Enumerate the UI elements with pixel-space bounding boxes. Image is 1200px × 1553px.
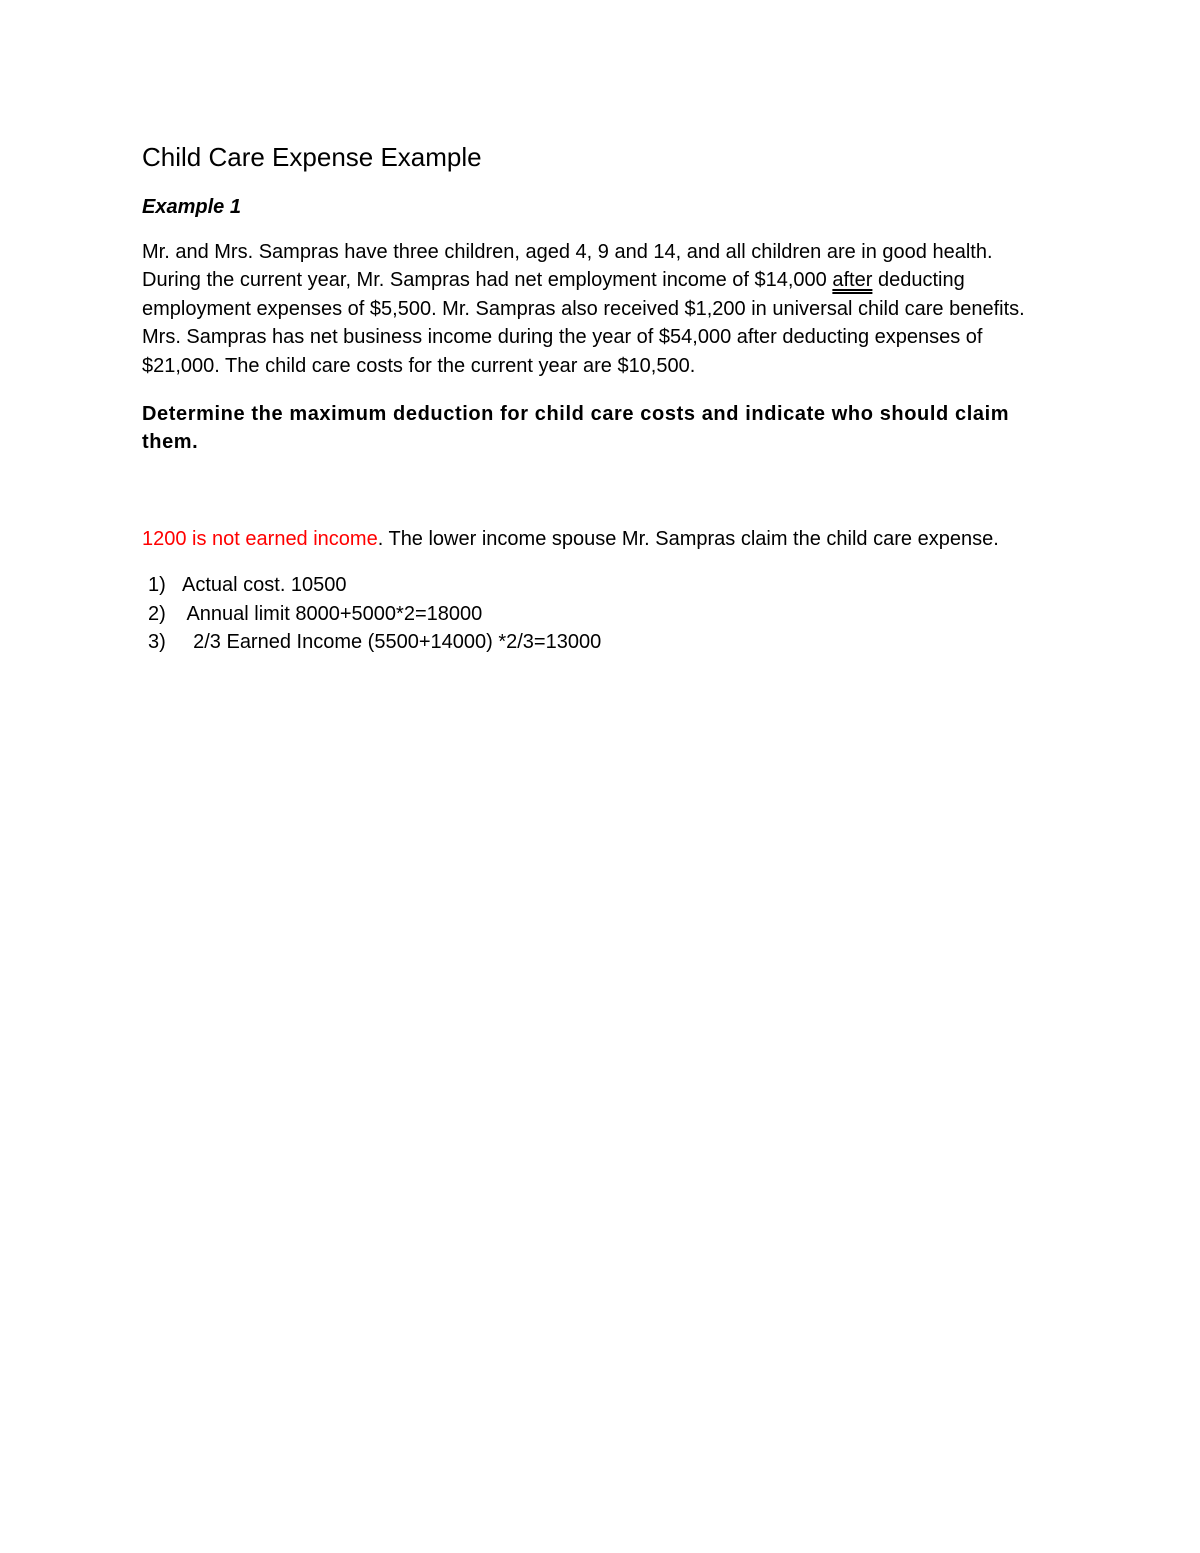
step-text: Actual cost. 10500 (182, 574, 347, 597)
list-item (142, 600, 1042, 628)
step-number: 2) (148, 602, 166, 625)
calculation-steps (142, 571, 1042, 656)
problem-text-part2: deducting employment expenses of $5,500. Mr. Sampras also received $1,200 in universal child care benefits. Mrs. Sampras has net business income during the year of $54,000 after deducting expenses of $21,000. The child care costs for the current year are $10,500. (142, 269, 1025, 377)
answer-highlight: 1200 is not earned income (142, 527, 378, 550)
list-item (142, 571, 1042, 599)
step-text: 2/3 Earned Income (5500+14000) *2/3=13000 (182, 631, 602, 654)
problem-paragraph (142, 238, 1042, 380)
underlined-word: after (832, 269, 873, 292)
example-heading: Example 1 (142, 196, 241, 218)
answer-rest: . The lower income spouse Mr. Sampras claim the child care expense. (377, 527, 999, 550)
document-title: Child Care Expense Example (142, 142, 482, 172)
step-number: 1) (148, 574, 166, 597)
document-content (142, 141, 1042, 656)
step-text: Annual limit 8000+5000*2=18000 (182, 602, 483, 625)
problem-text-part1: Mr. and Mrs. Sampras have three children, aged 4, 9 and 14, and all children are in good health. During the current year, Mr. Sampras had net employment income of $14,000 (142, 241, 993, 292)
list-item (142, 628, 1042, 656)
question-text: Determine the maximum deduction for child care costs and indicate who should claim them. (142, 403, 1010, 454)
answer-paragraph (142, 525, 1042, 553)
step-number: 3) (148, 631, 166, 654)
